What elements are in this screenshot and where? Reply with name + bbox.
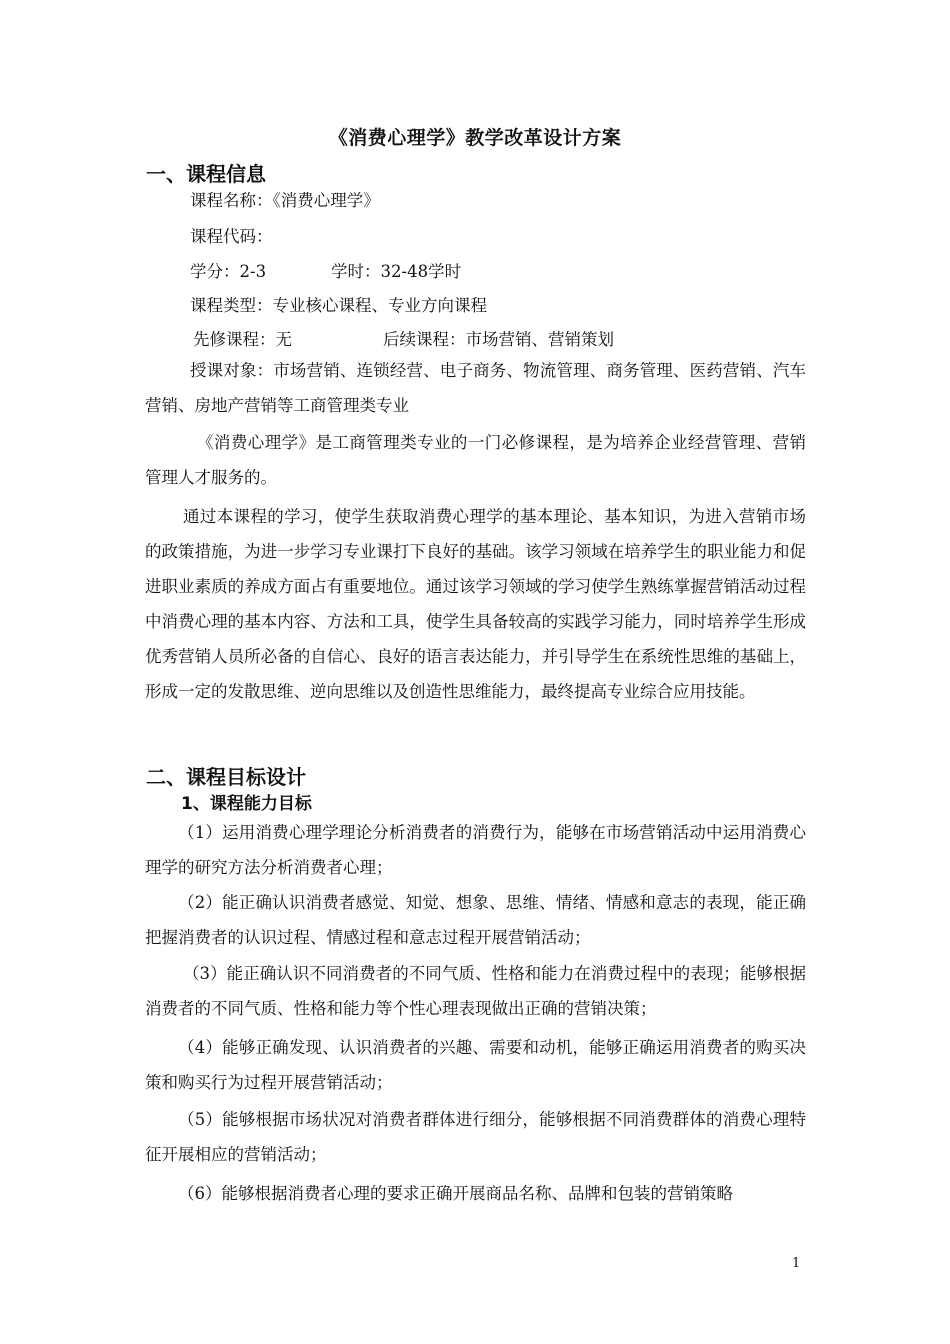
course-code: 课程代码： (190, 227, 273, 246)
prerequisite: 先修课程：无 (193, 330, 292, 349)
document-title: 《消费心理学》教学改革设计方案 (328, 127, 622, 149)
goal-item: （2）能正确认识消费者感觉、知觉、想象、思维、情绪、情感和意志的表现，能正确把握消费者的认识过程、情感过程和意志过程开展营销活动； (145, 893, 806, 947)
goal-item: （4）能够正确发现、认识消费者的兴趣、需要和动机，能够正确运用消费者的购买决策和购买行为过程开展营销活动； (145, 1038, 806, 1092)
subheading-ability-goals: 1、课程能力目标 (181, 794, 312, 814)
intro-paragraph: 《消费心理学》是工商管理类专业的一门必修课程，是为培养企业经营管理、营销管理人才服务的。 (145, 433, 806, 487)
section-heading-course-goals: 二、课程目标设计 (146, 765, 306, 789)
section-heading-course-info: 一、课程信息 (146, 162, 266, 186)
course-type: 课程类型：专业核心课程、专业方向课程 (190, 296, 487, 315)
goal-item: （3）能正确认识不同消费者的不同气质、性格和能力在消费过程中的表现；能够根据消费者的不同气质、性格和能力等个性心理表现做出正确的营销决策； (145, 964, 806, 1018)
audience-paragraph: 授课对象：市场营销、连锁经营、电子商务、物流管理、商务管理、医药营销、汽车营销、房地产营销等工商管理类专业 (145, 361, 806, 415)
goal-item: （6）能够根据消费者心理的要求正确开展商品名称、品牌和包装的营销策略 (178, 1184, 733, 1203)
course-name: 课程名称：《消费心理学》 (190, 191, 380, 210)
followup-course: 后续课程：市场营销、营销策划 (383, 330, 614, 349)
page-number: 1 (792, 1256, 801, 1271)
credits: 学分：2-3 (190, 262, 267, 281)
goal-item: （5）能够根据市场状况对消费者群体进行细分，能够根据不同消费群体的消费心理特征开展相应的营销活动； (145, 1110, 806, 1164)
hours: 学时：32-48学时 (331, 262, 462, 281)
goal-item: （1）运用消费心理学理论分析消费者的消费行为，能够在市场营销活动中运用消费心理学的研究方法分析消费者心理； (145, 823, 806, 877)
purpose-paragraph: 通过本课程的学习，使学生获取消费心理学的基本理论、基本知识，为进入营销市场的政策措施，为进一步学习专业课打下良好的基础。该学习领域在培养学生的职业能力和促进职业素质的养成方面占有重要地位。通过该学习领域的学习使学生熟练掌握营销活动过程中消费心理的基本内容、方法和工具，使学生具备较高的实践学习能力，同时培养学生形成优秀营销人员所必备的自信心、良好的语言表达能力，并引导学生在系统性思维的基础上，形成一定的发散思维、逆向思维以及创造性思维能力，最终提高专业综合应用技能。 (145, 507, 806, 701)
